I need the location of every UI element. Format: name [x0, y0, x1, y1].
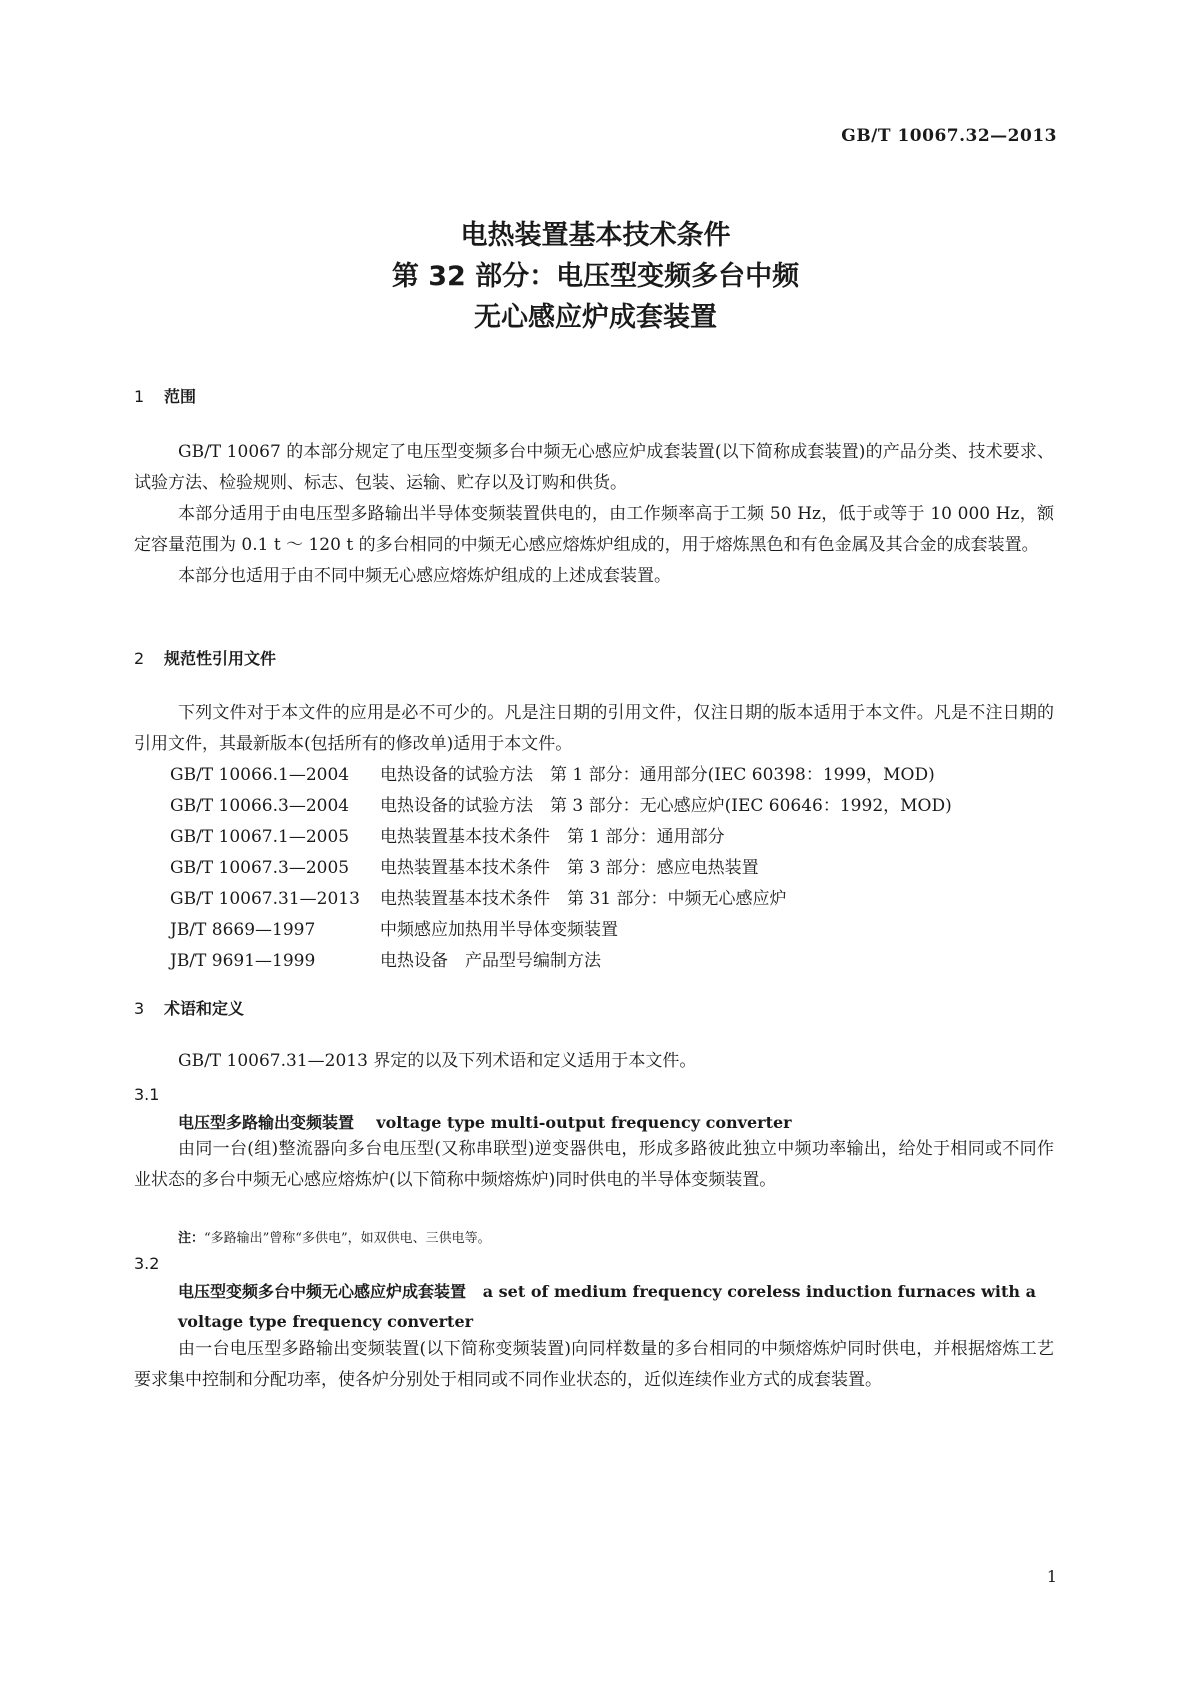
- reference-code: JB/T 9691—1999: [170, 951, 316, 971]
- section-1-number: 1: [134, 387, 145, 406]
- reference-item: [170, 760, 952, 791]
- reference-item: [170, 791, 952, 822]
- reference-item: [170, 915, 952, 946]
- reference-list: [170, 760, 952, 977]
- reference-code: GB/T 10066.1—2004: [170, 765, 350, 785]
- term-3-2-definition: [134, 1334, 1054, 1396]
- term-3-2-number: 3.2: [134, 1254, 160, 1273]
- section-2-number: 2: [134, 649, 145, 668]
- reference-code: GB/T 10067.3—2005: [170, 858, 350, 878]
- reference-title: 电热装置基本技术条件 第 31 部分：中频无心感应炉: [380, 889, 787, 909]
- title-line-3: 无心感应炉成套装置: [474, 302, 717, 333]
- reference-item: [170, 822, 952, 853]
- reference-item: [170, 853, 952, 884]
- reference-title: 电热设备的试验方法 第 3 部分：无心感应炉(IEC 60646：1992，MOD): [380, 796, 952, 816]
- page-number: 1: [1046, 1567, 1057, 1586]
- reference-title: 电热装置基本技术条件 第 1 部分：通用部分: [380, 827, 725, 847]
- title-line-2: 第 32 部分：电压型变频多台中频: [391, 261, 800, 292]
- term-3-2-definition-text: 由一台电压型多路输出变频装置(以下简称变频装置)向同样数量的多台相同的中频熔炼炉同时供电，并根据熔炼工艺要求集中控制和分配功率，使各炉分别处于相同或不同作业状态的，近似连续作业方式的成套装置。: [134, 1339, 1054, 1390]
- term-3-2-en: a set of medium frequency coreless induction furnaces with a voltage type frequency converter: [178, 1282, 1036, 1331]
- term-3-1-definition-text: 由同一台(组)整流器向多台电压型(又称串联型)逆变器供电，形成多路彼此独立中频功率输出，给处于相同或不同作业状态的多台中频无心感应熔炼炉(以下简称中频熔炼炉)同时供电的半导体变频装置。: [134, 1139, 1054, 1190]
- reference-title: 电热装置基本技术条件 第 3 部分：感应电热装置: [380, 858, 759, 878]
- reference-code: GB/T 10067.1—2005: [170, 827, 350, 847]
- standard-code: GB/T 10067.32—2013: [841, 126, 1057, 146]
- term-3-2-zh: 电压型变频多台中频无心感应炉成套装置: [178, 1282, 467, 1301]
- section-1-paragraph-2: 本部分适用于由电压型多路输出半导体变频装置供电的，由工作频率高于工频 50 Hz，低于或等于 10 000 Hz，额定容量范围为 0.1 t ～ 120 t 的多台相同的中频无心感应熔炼炉组成的，用于熔炼黑色和有色金属及其合金的成套装置。: [134, 504, 1054, 555]
- reference-title: 电热设备 产品型号编制方法: [380, 951, 601, 971]
- note-text: “多路输出”曾称“多供电”，如双供电、三供电等。: [204, 1231, 491, 1246]
- reference-title: 电热设备的试验方法 第 1 部分：通用部分(IEC 60398：1999，MOD): [380, 765, 935, 785]
- section-2-heading: [134, 646, 276, 669]
- section-1-title: 范围: [164, 387, 197, 406]
- reference-code: GB/T 10067.31—2013: [170, 889, 360, 909]
- section-1-heading: [134, 384, 196, 407]
- section-2-intro: [134, 698, 1054, 760]
- section-3-title: 术语和定义: [164, 999, 245, 1018]
- term-3-1-zh: 电压型多路输出变频装置: [178, 1113, 355, 1132]
- section-2-intro-text: 下列文件对于本文件的应用是必不可少的。凡是注日期的引用文件，仅注日期的版本适用于本文件。凡是不注日期的引用文件，其最新版本(包括所有的修改单)适用于本文件。: [134, 703, 1054, 754]
- section-3-intro-text: GB/T 10067.31—2013 界定的以及下列术语和定义适用于本文件。: [178, 1051, 697, 1071]
- section-3-intro: [134, 1046, 1054, 1077]
- section-3-number: 3: [134, 999, 145, 1018]
- section-1-paragraph-3: 本部分也适用于由不同中频无心感应熔炼炉组成的上述成套装置。: [178, 566, 671, 586]
- reference-title: 中频感应加热用半导体变频装置: [380, 920, 618, 940]
- term-3-1-en: voltage type multi-output frequency converter: [376, 1113, 792, 1132]
- note-label: 注：: [178, 1231, 205, 1246]
- reference-item: [170, 946, 952, 977]
- section-2-title: 规范性引用文件: [164, 649, 277, 668]
- title-line-1: 电热装置基本技术条件: [460, 220, 731, 251]
- reference-item: [170, 884, 952, 915]
- term-3-1-note: [178, 1227, 491, 1246]
- term-3-1-definition: [134, 1134, 1054, 1196]
- section-1-body: [134, 437, 1054, 592]
- term-3-1-number: 3.1: [134, 1085, 160, 1104]
- section-1-paragraph-1: GB/T 10067 的本部分规定了电压型变频多台中频无心感应炉成套装置(以下简称成套装置)的产品分类、技术要求、试验方法、检验规则、标志、包装、运输、贮存以及订购和供货。: [134, 442, 1054, 493]
- section-3-heading: [134, 996, 244, 1019]
- reference-code: JB/T 8669—1997: [170, 920, 316, 940]
- term-3-2-title: [178, 1277, 1058, 1337]
- document-title: [0, 215, 1191, 338]
- reference-code: GB/T 10066.3—2004: [170, 796, 350, 816]
